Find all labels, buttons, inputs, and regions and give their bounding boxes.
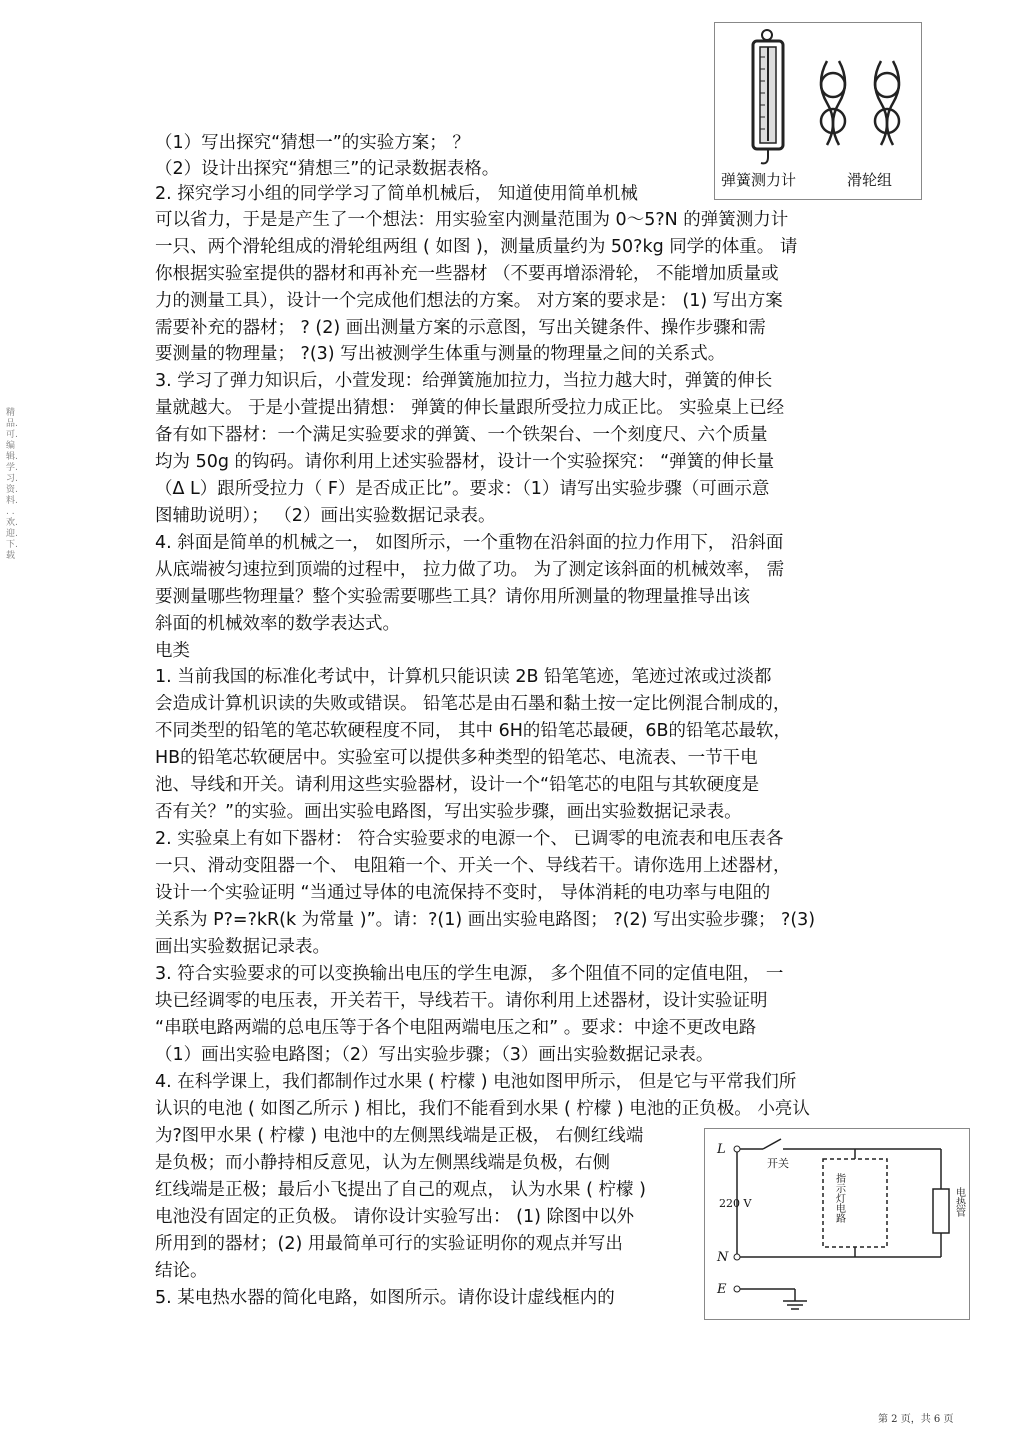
text-line: 为?图甲水果 ( 柠檬 ) 电池中的左侧黑线端是正极， 右侧红线端 xyxy=(155,1126,644,1146)
text-line: HB的铅笔芯软硬居中。实验室可以提供多种类型的铅笔芯、电流表、一节干电 xyxy=(155,748,758,768)
text-line: 一只、滑动变阻器一个、 电阻箱一个、开关一个、导线若干。请你选用上述器材， xyxy=(155,856,791,876)
text-line: 否有关？”的实验。画出实验电路图，写出实验步骤，画出实验数据记录表。 xyxy=(155,802,742,822)
text-line: 3. 符合实验要求的可以变换输出电压的学生电源， 多个阻值不同的定值电阻， 一 xyxy=(155,964,784,984)
page-footer: 第 2 页，共 6 页 xyxy=(878,1414,954,1425)
text-line: 力的测量工具），设计一个完成他们想法的方案。 对方案的要求是： (1) 写出方案 xyxy=(155,291,783,311)
text-line: 是负极；而小静持相反意见，认为左侧黑线端是负极，右侧 xyxy=(155,1153,610,1173)
circuit-label-N: N xyxy=(717,1250,729,1265)
circuit-figure xyxy=(704,1128,970,1320)
text-line: 图辅助说明）； （2）画出实验数据记录表。 xyxy=(155,506,496,526)
spring-scale-caption: 弹簧测力计 xyxy=(721,171,797,189)
text-line: （1）画出实验电路图；（2）写出实验步骤；（3）画出实验数据记录表。 xyxy=(155,1045,714,1065)
section-heading: 电类 xyxy=(155,641,190,661)
text-line: “串联电路两端的总电压等于各个电阻两端电压之和” 。要求：中途不更改电路 xyxy=(155,1018,757,1038)
spring-pulley-figure xyxy=(714,22,922,200)
circuit-label-E: E xyxy=(717,1282,727,1297)
text-line: 要测量哪些物理量？整个实验需要哪些工具？请你用所测量的物理量推导出该 xyxy=(155,587,750,607)
side-watermark-note: 精品.可.编辑.学.习.资.料. . . 欢.迎.下.载 xyxy=(6,408,18,561)
text-line: 块已经调零的电压表，开关若干，导线若干。请你利用上述器材，设计实验证明 xyxy=(155,991,768,1011)
text-line: 4. 在科学课上，我们都制作过水果 ( 柠檬 ) 电池如图甲所示， 但是它与平常我们所 xyxy=(155,1072,797,1092)
text-line: 一只、两个滑轮组成的滑轮组两组 ( 如图 )，测量质量约为 50?kg 同学的体重。 请 xyxy=(155,237,798,257)
circuit-label-switch: 开关 xyxy=(767,1157,789,1170)
circuit-label-indicator-box: 指示灯电路 xyxy=(833,1173,845,1223)
circuit-label-heater: 电热管 xyxy=(953,1187,965,1217)
text-line: 2. 探究学习小组的同学学习了简单机械后， 知道使用简单机械 xyxy=(155,184,638,204)
text-line: 4. 斜面是简单的机械之一， 如图所示，一个重物在沿斜面的拉力作用下， 沿斜面 xyxy=(155,533,784,553)
text-line: （1）写出探究“猜想一”的实验方案； ？ xyxy=(155,133,470,153)
text-line: 你根据实验室提供的器材和再补充一些器材 （不要再增添滑轮， 不能增加质量或 xyxy=(155,264,779,284)
text-line: （2）设计出探究“猜想三”的记录数据表格。 xyxy=(155,159,500,179)
circuit-label-L: L xyxy=(717,1142,726,1157)
text-line: （Δ L）跟所受拉力（ F）是否成正比”。要求：（1）请写出实验步骤（可画示意 xyxy=(155,479,770,499)
text-line: 量就越大。 于是小萱提出猜想： 弹簧的伸长量跟所受拉力成正比。 实验桌上已经 xyxy=(155,398,785,418)
text-line: 可以省力，于是是产生了一个想法：用实验室内测量范围为 0～5?N 的弹簧测力计 xyxy=(155,210,789,230)
text-line: 需要补充的器材； ? (2) 画出测量方案的示意图，写出关键条件、操作步骤和需 xyxy=(155,318,766,338)
text-line: 电池没有固定的正负极。 请你设计实验写出： (1) 除图中以外 xyxy=(155,1207,634,1227)
text-line: 所用到的器材；(2) 用最简单可行的实验证明你的观点并写出 xyxy=(155,1234,623,1254)
text-line: 5. 某电热水器的简化电路，如图所示。请你设计虚线框内的 xyxy=(155,1288,615,1308)
text-line: 会造成计算机识读的失败或错误。 铅笔芯是由石墨和黏土按一定比例混合制成的， xyxy=(155,694,791,714)
text-line: 均为 50g 的钩码。请你利用上述实验器材，设计一个实验探究： “弹簧的伸长量 xyxy=(155,452,775,472)
text-line: 红线端是正极；最后小飞提出了自己的观点， 认为水果 ( 柠檬 ) xyxy=(155,1180,646,1200)
text-line: 要测量的物理量； ?(3) 写出被测学生体重与测量的物理量之间的关系式。 xyxy=(155,344,726,364)
pulley-drawing-2 xyxy=(875,61,899,145)
text-line: 设计一个实验证明 “当通过导体的电流保持不变时， 导体消耗的电功率与电阻的 xyxy=(155,883,771,903)
text-line: 2. 实验桌上有如下器材： 符合实验要求的电源一个、 已调零的电流表和电压表各 xyxy=(155,829,784,849)
text-line: 池、导线和开关。请利用这些实验器材，设计一个“铅笔芯的电阻与其软硬度是 xyxy=(155,775,760,795)
text-line: 1. 当前我国的标准化考试中，计算机只能识读 2B 铅笔笔迹，笔迹过浓或过淡都 xyxy=(155,667,772,687)
text-line: 从底端被匀速拉到顶端的过程中， 拉力做了功。 为了测定该斜面的机械效率， 需 xyxy=(155,560,785,580)
text-line: 结论。 xyxy=(155,1261,208,1281)
pulley-caption: 滑轮组 xyxy=(847,171,893,189)
text-line: 3. 学习了弹力知识后，小萱发现：给弹簧施加拉力，当拉力越大时，弹簧的伸长 xyxy=(155,371,773,391)
text-line: 不同类型的铅笔的笔芯软硬程度不同， 其中 6H的铅笔芯最硬，6B的铅笔芯最软， xyxy=(155,721,792,741)
text-line: 备有如下器材：一个满足实验要求的弹簧、一个铁架台、一个刻度尺、六个质量 xyxy=(155,425,768,445)
pulley-drawing-1 xyxy=(821,61,845,145)
text-line: 认识的电池 ( 如图乙所示 ) 相比，我们不能看到水果 ( 柠檬 ) 电池的正负极。 小亮认 xyxy=(155,1099,810,1119)
text-line: 斜面的机械效率的数学表达式。 xyxy=(155,614,400,634)
text-line: 关系为 P?=?kR(k 为常量 )”。请：?(1) 画出实验电路图； ?(2) 写出实验步骤； ?(3) xyxy=(155,910,816,930)
text-line: 画出实验数据记录表。 xyxy=(155,937,330,957)
spring-scale-drawing xyxy=(753,30,783,163)
circuit-label-voltage: 220 V xyxy=(719,1197,752,1210)
